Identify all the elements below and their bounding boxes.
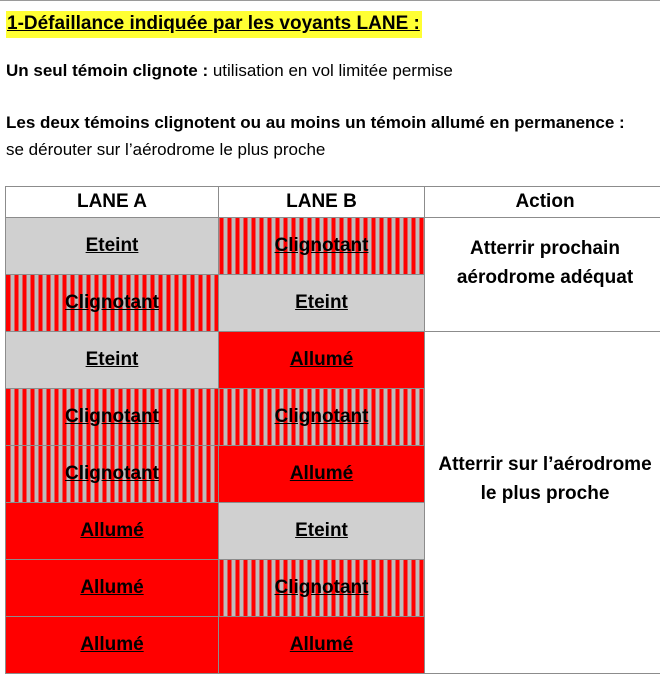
lane-b-state-cell: Clignotant	[219, 389, 425, 446]
lane-a-state-cell: Allumé	[6, 560, 219, 617]
table-row	[6, 218, 660, 275]
lane-b-state-cell: Clignotant	[219, 560, 425, 617]
table-header-row	[6, 187, 660, 218]
paragraph-both-blink	[6, 109, 646, 163]
lane-failure-table	[5, 186, 660, 674]
lane-a-state-cell: Clignotant	[6, 446, 219, 503]
lane-a-state-cell: Eteint	[6, 218, 219, 275]
paragraph-both-blink-bold: Les deux témoins clignotent ou au moins un témoin allumé en permanence :	[6, 113, 625, 132]
lane-a-state-cell: Clignotant	[6, 275, 219, 332]
header-lane-a: LANE A	[6, 187, 219, 218]
lane-b-state-cell: Eteint	[219, 275, 425, 332]
title-container	[6, 11, 422, 38]
lane-b-state-cell: Allumé	[219, 617, 425, 674]
lane-a-state-cell: Clignotant	[6, 389, 219, 446]
section-title: 1-Défaillance indiquée par les voyants LANE :	[6, 11, 422, 38]
paragraph-single-blink-text: utilisation en vol limitée permise	[208, 61, 453, 80]
action-cell	[425, 218, 660, 332]
table-row	[6, 332, 660, 389]
paragraph-single-blink	[6, 57, 453, 84]
lane-b-state-cell: Clignotant	[219, 218, 425, 275]
lane-a-state-cell: Eteint	[6, 332, 219, 389]
lane-a-state-cell: Allumé	[6, 503, 219, 560]
lane-b-state-cell: Eteint	[219, 503, 425, 560]
action-text: Atterrir prochain aérodrome adéquat	[456, 238, 634, 288]
header-action: Action	[425, 187, 660, 218]
header-lane-b: LANE B	[219, 187, 425, 218]
action-cell	[425, 332, 660, 674]
lane-b-state-cell: Allumé	[219, 446, 425, 503]
action-text: Atterrir sur l’aérodrome le plus proche	[438, 454, 652, 504]
paragraph-both-blink-text: se dérouter sur l’aérodrome le plus proche	[6, 140, 326, 159]
lane-b-state-cell: Allumé	[219, 332, 425, 389]
paragraph-single-blink-bold: Un seul témoin clignote :	[6, 61, 209, 80]
lane-a-state-cell: Allumé	[6, 617, 219, 674]
